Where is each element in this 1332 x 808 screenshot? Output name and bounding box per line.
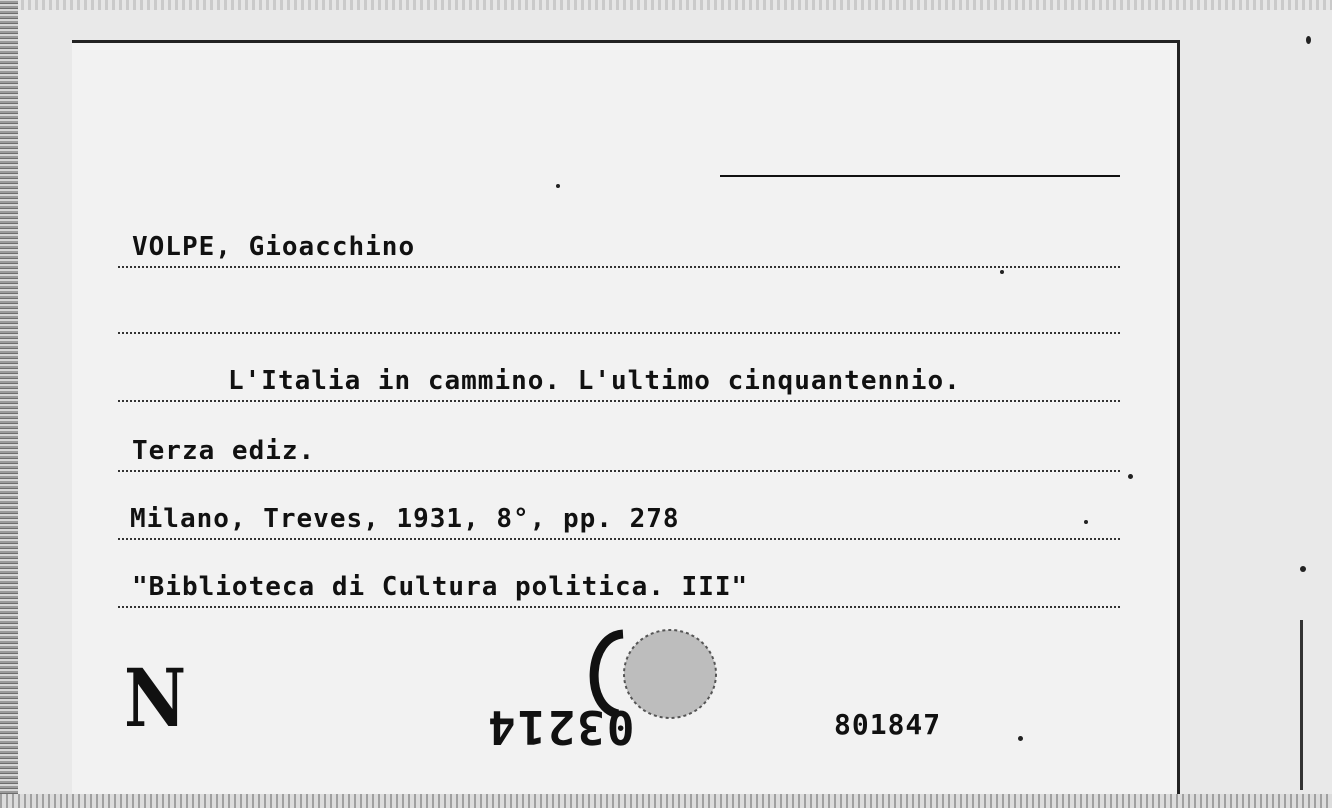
scan-speck [1300,566,1306,572]
imprint-text: Milano, Treves, 1931, 8°, pp. 278 [130,504,680,534]
edition-line [118,436,1120,472]
author-text: VOLPE, Gioacchino [132,232,416,262]
scan-speck [1128,474,1133,479]
scan-speck [1084,520,1088,524]
stamp-number: 03214 [486,700,635,754]
scan-edge-left [0,0,18,808]
inventory-number: 801847 [834,708,942,741]
right-edge-line [1300,620,1303,790]
scan-speck [1018,736,1023,741]
scan-edge-top [0,0,1332,10]
scan-edge-bottom [0,794,1332,808]
blank-line [118,298,1120,334]
title-rule [720,175,1120,177]
scan-speck [1306,36,1311,44]
imprint-line [118,504,1120,540]
location-mark: N [124,651,187,745]
scan-speck [556,184,560,188]
series-line [118,572,1120,608]
title-text: L'Italia in cammino. L'ultimo cinquantennio. [228,366,961,396]
title-line [118,366,1120,402]
edition-text: Terza ediz. [132,436,316,466]
series-text: "Biblioteca di Cultura politica. III" [132,572,749,602]
scan-speck [1000,270,1004,274]
author-line [118,232,1120,268]
